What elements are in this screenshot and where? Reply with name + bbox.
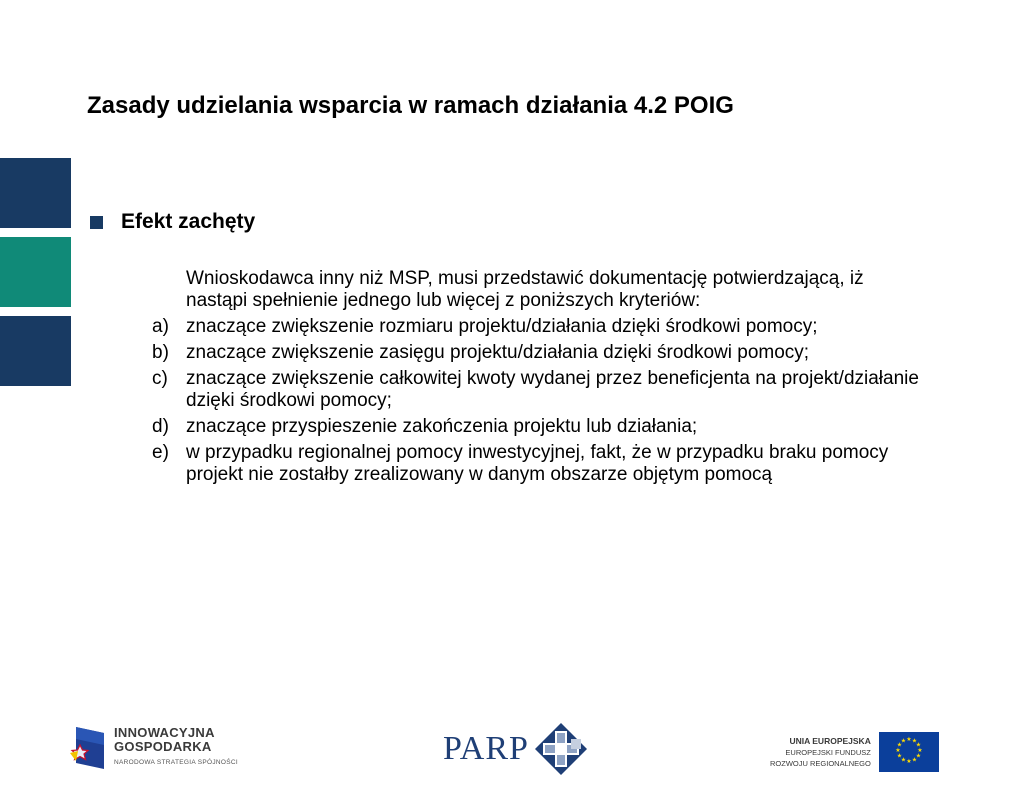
- list-item-marker: e): [152, 442, 169, 463]
- parp-logo-text: PARP: [443, 730, 529, 767]
- innovative-economy-logo-icon: [70, 723, 106, 773]
- svg-text:★: ★: [895, 747, 901, 755]
- ig-logo-line1: INNOWACYJNA: [114, 725, 215, 740]
- list-item: [140, 342, 930, 364]
- slide-title: Zasady udzielania wsparcia w ramach działania 4.2 POIG: [87, 92, 734, 119]
- svg-text:★: ★: [911, 756, 918, 764]
- eu-logo-line1: UNIA EUROPEJSKA: [789, 735, 871, 746]
- svg-text:★: ★: [917, 747, 923, 755]
- footer-logos: [0, 715, 1024, 785]
- svg-text:★: ★: [906, 758, 912, 766]
- criteria-list: [140, 316, 930, 486]
- side-block-navy-top: [0, 158, 71, 228]
- eu-flag-icon: [879, 732, 939, 772]
- svg-text:★: ★: [900, 737, 907, 745]
- list-item: [140, 442, 930, 486]
- svg-text:★: ★: [896, 752, 903, 760]
- eu-logo-line3: ROZWOJU REGIONALNEGO: [770, 758, 871, 768]
- ig-logo-line3: NARODOWA STRATEGIA SPÓJNOŚCI: [114, 759, 238, 766]
- intro-paragraph: Wnioskodawca inny niż MSP, musi przedstawić dokumentację potwierdzającą, iż nastąpi spełnienie jednego lub więcej z poniższych kryteriów:: [186, 268, 864, 311]
- slide-content: [140, 268, 930, 490]
- svg-text:★: ★: [915, 741, 922, 749]
- list-item-text: w przypadku regionalnej pomocy inwestycyjnej, fakt, że w przypadku braku pomocy projekt nie zostałby zrealizowany w danym obszarze objętym pomocą: [186, 442, 889, 485]
- parp-logo: [443, 721, 589, 777]
- list-item-text: znaczące zwiększenie rozmiaru projektu/działania dzięki środkowi pomocy;: [186, 316, 818, 337]
- list-item-text: znaczące zwiększenie zasięgu projektu/działania dzięki środkowi pomocy;: [186, 342, 810, 363]
- svg-text:★: ★: [911, 737, 918, 745]
- bullet-square-icon: [90, 216, 103, 229]
- side-block-navy-bottom: [0, 316, 71, 386]
- list-item: [140, 416, 930, 438]
- list-item-text: znaczące przyspieszenie zakończenia projektu lub działania;: [186, 416, 698, 437]
- eu-logo-line2: EUROPEJSKI FUNDUSZ: [785, 747, 871, 757]
- list-item-text: znaczące zwiększenie całkowitej kwoty wydanej przez beneficjenta na projekt/działanie dzięki środkowi pomocy;: [186, 368, 919, 411]
- parp-diamond-icon: [533, 721, 589, 777]
- section-heading: [90, 208, 255, 236]
- ig-logo-line2: GOSPODARKA: [114, 739, 212, 754]
- list-item: [140, 368, 930, 412]
- svg-text:★: ★: [900, 756, 907, 764]
- innovative-economy-logo: [70, 723, 238, 773]
- list-item-marker: a): [152, 316, 169, 337]
- list-item-marker: b): [152, 342, 169, 363]
- list-item: [140, 316, 930, 338]
- section-heading-text: Efekt zachęty: [121, 210, 256, 233]
- eu-logo: [770, 732, 939, 772]
- side-block-teal: [0, 237, 71, 307]
- list-item-marker: c): [152, 368, 168, 389]
- list-item-marker: d): [152, 416, 169, 437]
- svg-text:★: ★: [906, 736, 912, 744]
- svg-text:★: ★: [896, 741, 903, 749]
- svg-text:★: ★: [915, 752, 922, 760]
